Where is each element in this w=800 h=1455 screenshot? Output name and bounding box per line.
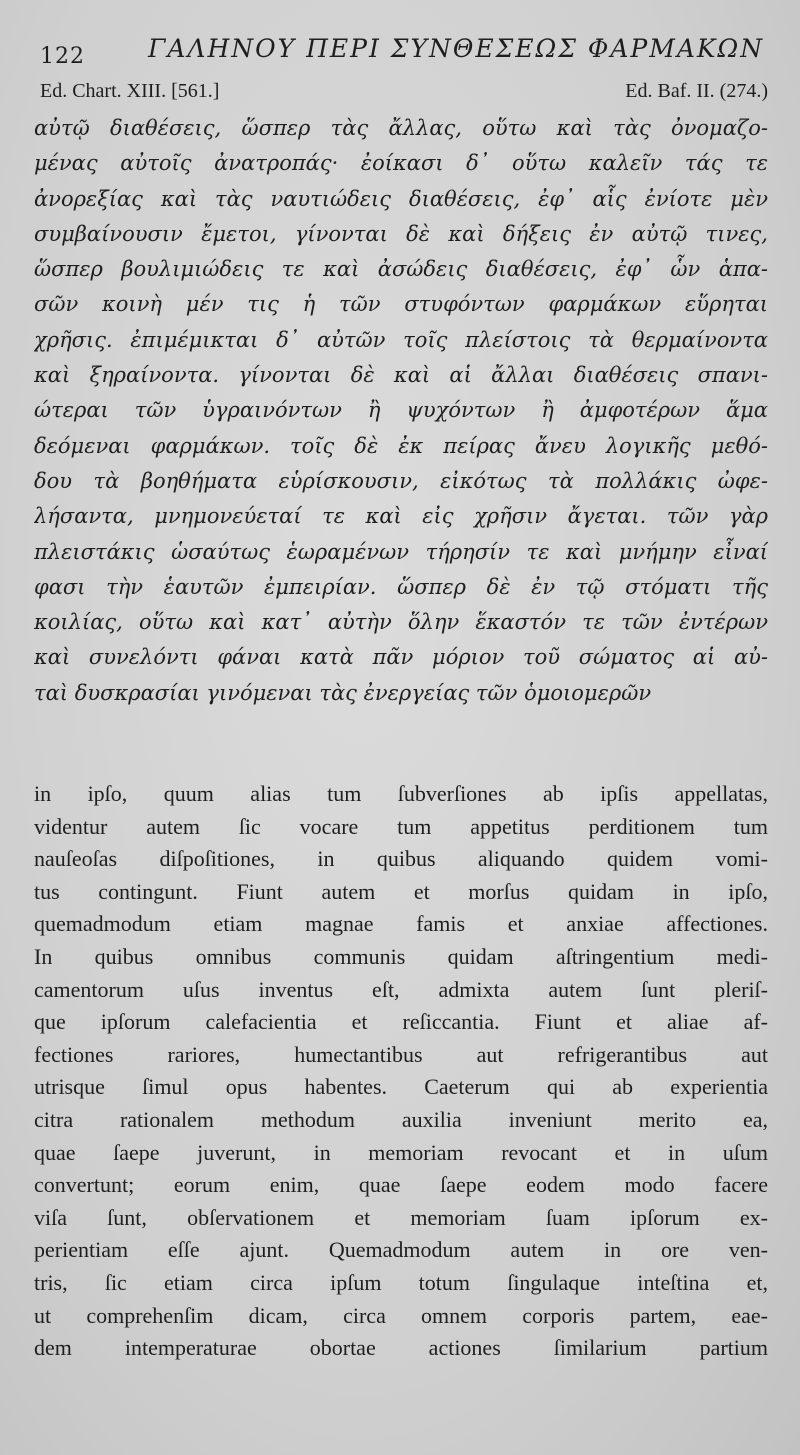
latin-line: dem intemperaturae obortae actiones ſimilarium partium: [34, 1335, 768, 1361]
latin-line: in ipſo, quum alias tum ſubverſiones ab ipſis appellatas,: [34, 781, 768, 806]
greek-line: λήσαντα, μνημονεύεταί τε καὶ εἰς χρῆσιν ἄγεται. τῶν γὰρ: [34, 504, 768, 529]
greek-text: [34, 111, 768, 711]
latin-translation: [34, 778, 768, 1365]
latin-line: tris, ſic etiam circa ipſum totum ſingulaque inteſtina et,: [34, 1269, 768, 1295]
greek-line: ταὶ δυσκρασίαι γινόμεναι τὰς ἐνεργείας τῶν ὁμοιομερῶν: [34, 680, 652, 705]
greek-line: σῶν κοινὴ μέν τις ἡ τῶν στυφόντων φαρμάκων εὕρηται: [34, 292, 768, 317]
latin-line: nauſeoſas diſpoſitiones, in quibus aliquando quidem vomi-: [34, 846, 768, 872]
edition-reference-basel: Ed. Baf. II. (274.): [625, 80, 768, 102]
edition-reference-chartier: Ed. Chart. XIII. [561.]: [40, 80, 220, 102]
greek-line: ὥσπερ βουλιμιώδεις τε καὶ ἀσώδεις διαθέσεις, ἐφ᾽ ὧν ἁπα-: [34, 257, 768, 282]
page-number: 122: [40, 44, 85, 69]
latin-line: citra rationalem methodum auxilia inveniunt merito ea,: [34, 1106, 768, 1132]
edition-references: [40, 80, 768, 110]
greek-line: αὐτῷ διαθέσεις, ὥσπερ τὰς ἄλλας, οὕτω καὶ τὰς ὀνομαζο-: [34, 116, 768, 140]
latin-line: camentorum uſus inventus eſt, admixta autem ſunt pleriſ-: [34, 976, 768, 1002]
greek-line: φασι τὴν ἑαυτῶν ἐμπειρίαν. ὥσπερ δὲ ἐν τῷ στόματι τῆς: [34, 574, 768, 599]
latin-line: utrisque ſimul opus habentes. Caeterum qui ab experientia: [34, 1074, 768, 1100]
greek-line: συμβαίνουσιν ἔμετοι, γίνονται δὲ καὶ δήξεις ἐν αὐτῷ τινες,: [34, 221, 768, 246]
greek-line: πλειστάκις ὡσαύτως ἑωραμένων τήρησίν τε καὶ μνήμην εἶναί: [34, 539, 768, 564]
latin-line: viſa ſunt, obſervationem et memoriam ſuam ipſorum ex-: [34, 1204, 768, 1230]
latin-line: ut comprehenſim dicam, circa omnem corporis partem, eae-: [34, 1302, 768, 1328]
latin-line: videntur autem ſic vocare tum appetitus perditionem tum: [34, 813, 768, 839]
greek-line: καὶ ξηραίνοντα. γίνονται δὲ καὶ αἱ ἄλλαι διαθέσεις σπανι-: [34, 363, 768, 388]
latin-line: perientiam eſſe ajunt. Quemadmodum autem in ore ven-: [34, 1237, 768, 1263]
latin-line: convertunt; eorum enim, quae ſaepe eodem modo facere: [34, 1172, 768, 1198]
greek-line: ώτεραι τῶν ὑγραινόντων ἢ ψυχόντων ἢ ἀμφοτέρων ἅμα: [34, 398, 768, 423]
greek-line: δου τὰ βοηθήματα εὑρίσκουσιν, εἰκότως τὰ πολλάκις ὠφε-: [34, 468, 768, 493]
latin-line: tus contingunt. Fiunt autem et morſus quidam in ipſo,: [34, 878, 768, 904]
latin-line: fectiones rariores, humectantibus aut refrigerantibus aut: [34, 1041, 768, 1067]
page-header: [40, 34, 770, 70]
greek-line: κοιλίας, οὕτω καὶ κατ᾽ αὐτὴν ὅλην ἕκαστόν τε τῶν ἐντέρων: [34, 610, 768, 635]
latin-line: quae ſaepe juverunt, in memoriam revocant et in uſum: [34, 1139, 768, 1165]
greek-line: χρῆσις. ἐπιμέμικται δ᾽ αὐτῶν τοῖς πλείστοις τὰ θερμαίνοντα: [34, 327, 768, 352]
greek-line: μένας αὐτοῖς ἀνατροπάς· ἐοίκασι δ᾽ οὕτω καλεῖν τάς τε: [34, 151, 768, 176]
latin-line: que ipſorum calefacientia et reſiccantia. Fiunt et aliae af-: [34, 1009, 768, 1035]
greek-line: ἀνορεξίας καὶ τὰς ναυτιώδεις διαθέσεις, ἐφ᾽ αἷς ἐνίοτε μὲν: [34, 186, 768, 211]
greek-line: καὶ συνελόντι φάναι κατὰ πᾶν μόριον τοῦ σώματος αἱ αὐ-: [34, 645, 768, 670]
running-title: ΓΑΛΗΝΟΥ ΠΕΡΙ ΣΥΝΘΕΣΕΩΣ ΦΑΡΜΑΚΩΝ: [148, 34, 765, 63]
greek-line: δεόμεναι φαρμάκων. τοῖς δὲ ἐκ πείρας ἄνευ λογικῆς μεθό-: [34, 433, 768, 458]
latin-line: quemadmodum etiam magnae famis et anxiae affectiones.: [34, 911, 768, 937]
latin-line: In quibus omnibus communis quidam aſtringentium medi-: [34, 943, 768, 969]
